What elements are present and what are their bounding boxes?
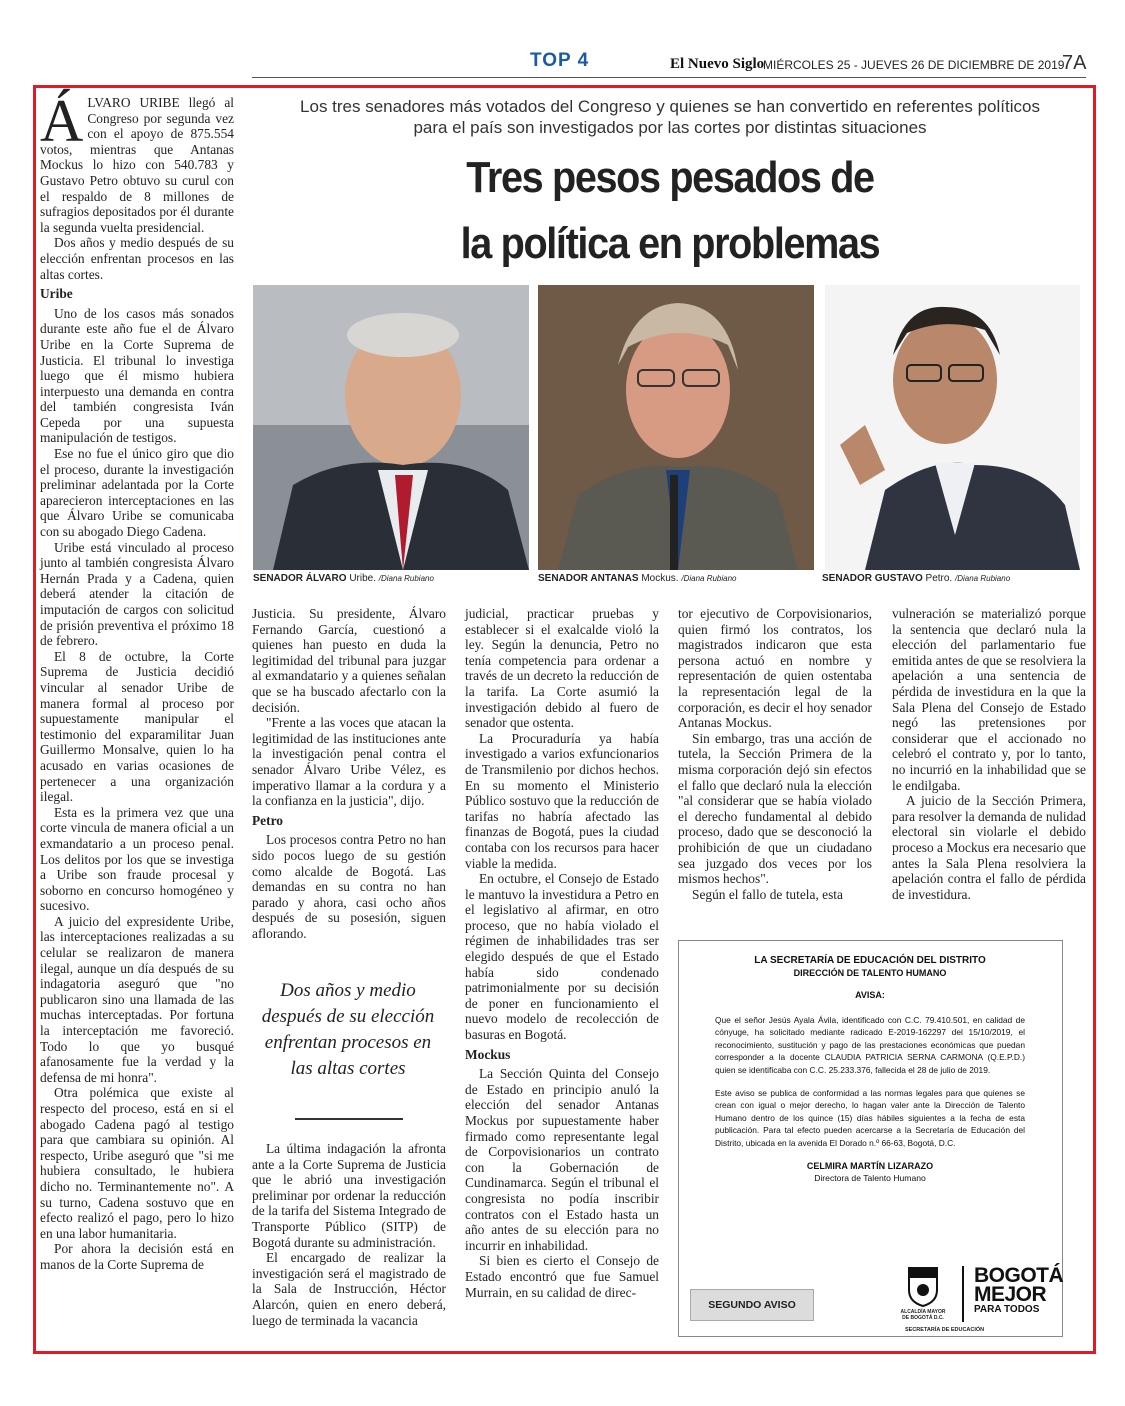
body-paragraph: La Sección Quinta del Consejo de Estado en principio anuló la elección del senador Antanas Mockus por supuestamente haber firmado como representante legal de Corpovisionarios un contrato con la Gobernación de Cundinamarca. Según el tribunal el congresista no podía inscribir contratos con el Estado hasta un año antes de su elección para no incurrir en inhabilidad. [465,1066,659,1253]
ad-avisa-label: AVISA: [855,990,885,1000]
body-paragraph: El 8 de octubre, la Corte Suprema de Justicia decidió vincular al senador Uribe de manera formal al proceso por supuestamente manipular el testimonio del exparamilitar Juan Guillermo Monsalve, quien lo ha acusado en varias ocasiones de pertenecer a una organización ilegal. [40,648,234,805]
lead-paragraph: ÁLVARO URIBE llegó al Congreso por segunda vez con el apoyo de 875.554 votos, mientras que Antanas Mockus lo hizo con 540.783 y Gustavo Petro obtuvo su curul con el respaldo de 8 millones de sufragios depositados por él durante la segunda vuelta presidencial. [40,88,234,235]
subhead-uribe: Uribe [40,286,73,302]
portrait-mockus-image [538,285,814,570]
body-paragraph: Dos años y medio después de su elección enfrentan procesos en las altas cortes. [40,235,234,282]
ad-body-paragraph-2: Este aviso se publica de conformidad a las normas legales para que quienes se crean con igual o mejor derecho, lo hagan valer ante la Dirección de Talento Humano dentro de los quince (15) días hábiles siguientes a la fecha de esta publicación. Para tal efecto pueden acercarse a la Secretaría de Educación del Distrito, ubicada en la avenida El Dorado n.º 66-63, Bogotá, D.C. [715,1087,1025,1148]
body-paragraph: La Procuraduría ya había investigado a varios exfuncionarios de Transmilenio por dichos hechos. En su momento el Ministerio Público sostuvo que la reducción de tarifas no habría afectado las finanzas de Bogotá, pues la ciudad contaba con los recursos para hacer viable la medida. [465,730,659,871]
body-paragraph: Justicia. Su presidente, Álvaro Fernando García, cuestionó a quienes han puesto en duda la legitimidad del tribunal para juzgar al exmandatario y a quienes señalan que se ha buscado afectarlo con la decisión. [252,606,446,715]
body-paragraph: Otra polémica que existe al respecto del proceso, está en si el abogado Cadena pagó al testigo para que cambiara su opinión. Al respecto, Uribe aseguró que "si me hubiera consultado, le hubiera dicho no. Terminantemente no". A su turno, Cadena sostuvo que en efecto realizó el pago, pero lo hizo en una labor humanitaria. [40,1085,234,1241]
portrait-petro-image [825,285,1080,570]
portrait-uribe-image [253,285,529,570]
body-paragraph: Sin embargo, tras una acción de tutela, la Sección Primera de la misma corporación dejó sin efectos el fallo que declaró nula la elección "al considerar que se había violado el derecho fundamental al debido proceso, dado que se desconoció la prohibición de que un ciudadano sea juzgado dos veces por los mismos hechos". [678,730,872,887]
body-paragraph: A juicio de la Sección Primera, para resolver la demanda de nulidad electoral sin violarle el debido proceso a Mockus era necesario que antes la Sala Plena resolviera la apelación contra el fallo de pérdida de investidura. [892,793,1086,902]
article-column-1 [40,88,234,1273]
header-divider [252,77,1086,78]
alcaldia-label: ALCALDÍA MAYOR DE BOGOTÁ D.C. [900,1309,946,1321]
body-paragraph: Uribe está vinculado al proceso junto al también congresista Álvaro Hernán Prada y a Cadena, quien deberá atender la citación de imputación de cargos con solicitud de prisión preventiva el próximo 18 de febrero. [40,539,234,649]
page-number: 7A [1062,52,1087,74]
article-deck [258,96,1082,138]
ad-signer-role: Directora de Talento Humano [814,1173,926,1184]
body-paragraph: Por ahora la decisión está en manos de la Corte Suprema de [40,1241,234,1272]
body-paragraph: Los procesos contra Petro no han sido pocos luego de su gestión como alcalde de Bogotá. Las demandas en su contra no han parado y ahora, casi ocho años después de su posesión, siguen aflorando. [252,832,446,941]
photo-uribe [253,285,529,570]
article-column-2b [252,1141,446,1328]
deck-line-2: para el país son investigados por las cortes por distintas situaciones [413,118,927,137]
body-paragraph: Uno de los casos más sonados durante este año fue el de Álvaro Uribe en la Corte Suprema de Justicia. El tribunal lo investiga luego que él mismo hubiera interpuesto una demanda en contra del también congresista Iván Cepeda por una supuesta manipulación de testigos. [40,305,234,446]
ad-subtitle: DIRECCIÓN DE TALENTO HUMANO [793,968,947,978]
body-paragraph: "Frente a las voces que atacan la legitimidad de las instituciones ante la investigación penal contra el senador Álvaro Uribe Vélez, es imperativo llamar a la cordura y a la confianza en la justicia", dijo. [252,715,446,809]
issue-date: MIÉRCOLES 25 - JUEVES 26 DE DICIEMBRE DE 2019 [763,58,1065,72]
body-paragraph: Si bien es cierto el Consejo de Estado encontró que fue Samuel Murrain, en su calidad de direc- [465,1253,659,1300]
deck-line-1: Los tres senadores más votados del Congreso y quienes se han convertido en referentes políticos [300,97,1040,116]
article-column-4 [678,606,872,902]
subhead-mockus: Mockus [465,1046,511,1062]
ad-title: LA SECRETARÍA DE EDUCACIÓN DEL DISTRITO [754,955,986,966]
newspaper-name: El Nuevo Siglo [670,56,765,72]
subhead-petro: Petro [252,812,283,828]
photo-caption-uribe: SENADOR ÁLVARO Uribe. /Diana Rubiano [253,573,434,584]
drop-cap: Á [40,88,84,154]
body-paragraph: A juicio del expresidente Uribe, las interceptaciones realizadas a su celular se realizaron de manera ilegal, aunque un día después de su indagatoria aseguró que "no publicaron sino una llamada de las muchas interceptadas. Por fortuna la interceptación me favoreció. Todo lo que yo busqué afanosamente fue la verdad y la defensa de mi honra". [40,913,234,1085]
photo-caption-mockus: SENADOR ANTANAS Mockus. /Diana Rubiano [538,573,737,584]
article-headline [299,145,1041,277]
section-label: TOP 4 [530,50,590,71]
article-column-3 [465,606,659,1300]
article-column-5 [892,606,1086,902]
secretaria-label: SECRETARÍA DE EDUCACIÓN [905,1327,985,1333]
body-paragraph: vulneración se materializó porque la sentencia que declaró nula la elección del parlamentario fue emitida antes de que se resolviera la apelación a una sentencia de pérdida de investidura en la que la Sala Plena del Consejo de Estado negó las pretensiones por considerar que el accionado no celebró el contrato y, por lo tanto, no incurrió en la inhabilidad que se le endilgaba. [892,606,1086,793]
ad-body-paragraph-1: Que el señor Jesús Ayala Ávila, identificado con C.C. 79.410.501, en calidad de cónyuge, ha solicitado mediante radicado E-2019-162297 del 15/10/2019, el reconocimiento, sustitución y pago de las prestaciones económicas que puedan corresponder a la docente CLAUDIA PATRICIA SERNA CARMONA (Q.E.P.D.) quien se identificaba con C.C. 25.233.376, fallecida el 28 de julio de 2019. [715,1014,1025,1075]
headline-line-1: Tres pesos pesados de [466,153,874,202]
photo-caption-petro: SENADOR GUSTAVO Petro. /Diana Rubiano [822,573,1011,584]
pull-quote-rule [295,1118,403,1120]
body-paragraph: Esta es la primera vez que una corte vincula de manera oficial a un exmandatario a un proceso penal. Los delitos por los que se investiga a Uribe son fraude procesal y soborno en concurso homogéneo y sucesivo. [40,804,234,914]
notice-badge: SEGUNDO AVISO [690,1289,814,1321]
body-paragraph: La última indagación la afronta ante a la Corte Suprema de Justicia que le abrió una investigación preliminar por ordenar la reducción de la tarifa del Sistema Integrado de Transporte Público (SITP) de Bogotá durante su administración. [252,1141,446,1250]
ad-signer-name: CELMIRA MARTÍN LIZARAZO [806,1160,934,1171]
coat-of-arms-icon [905,1264,941,1308]
bogota-mejor-logo: BOGOTÁ MEJOR PARA TODOS [974,1264,1064,1315]
body-paragraph: En octubre, el Consejo de Estado le mantuvo la investidura a Petro en el legislativo al afirmar, en otro proceso, que no había violado el régimen de inhabilidades tras ser elegido después de que el Estado había sido condenado patrimonialmente por su decisión de poner en funcionamiento el nuevo modelo de recolección de basuras en Bogotá. [465,871,659,1043]
pull-quote: Dos años y medio después de su elección enfrentan procesos en las altas cortes [261,980,435,1079]
headline-line-2: la política en problemas [460,219,880,268]
logo-divider [962,1266,964,1322]
article-column-2a [252,606,446,941]
body-paragraph: Según el fallo de tutela, esta [692,886,843,902]
photo-mockus [538,285,814,570]
body-paragraph: El encargado de realizar la investigación será el magistrado de la Sala de Instrucción, Héctor Alarcón, quien en enero deberá, luego de terminada la vacancia [252,1250,446,1328]
body-paragraph: tor ejecutivo de Corpovisionarios, quien firmó los contratos, los magistrados indicaron que esta persona actuó en nombre y representación de quien ostentaba la representación legal de la corporación, es decir el hoy senador Antanas Mockus. [678,606,872,731]
body-paragraph: Ese no fue el único giro que dio el proceso, durante la investigación preliminar adelantada por la Corte aparecieron interceptaciones en las que Álvaro Uribe se comunicaba con su abogado Diego Cadena. [40,446,234,540]
photo-petro [825,285,1080,570]
body-paragraph: judicial, practicar pruebas y establecer si el exalcalde violó la ley. Según la denuncia, Petro no tenía competencia para ordenar a través de un decreto la reducción de la tarifa. La Corte asumió la investigación debido al fuero de senador que ostenta. [465,606,659,731]
